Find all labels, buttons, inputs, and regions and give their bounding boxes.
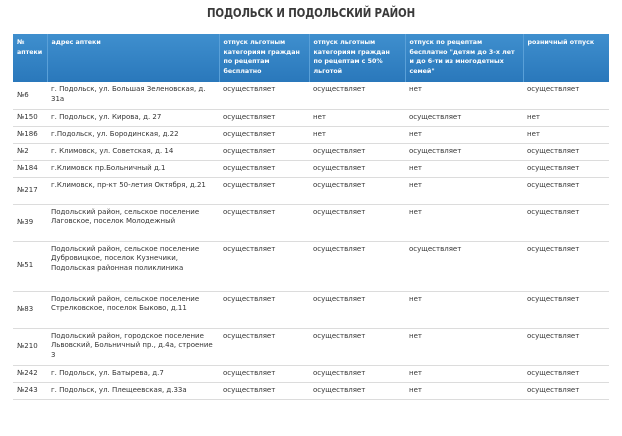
cell-discount-dispensing: осуществляет	[309, 160, 405, 177]
cell-retail: осуществляет	[523, 177, 609, 204]
cell-children-dispensing: нет	[405, 291, 523, 328]
cell-retail: осуществляет	[523, 241, 609, 291]
cell-children-dispensing: осуществляет	[405, 143, 523, 160]
cell-free-dispensing: осуществляет	[219, 177, 309, 204]
cell-discount-dispensing: осуществляет	[309, 82, 405, 109]
table-row	[13, 365, 609, 382]
cell-free-dispensing: осуществляет	[219, 143, 309, 160]
table-row	[13, 291, 609, 328]
header-pharmacy-address: адрес аптеки	[47, 34, 219, 82]
cell-free-dispensing: осуществляет	[219, 291, 309, 328]
cell-discount-dispensing: осуществляет	[309, 143, 405, 160]
table-header	[13, 34, 609, 82]
cell-free-dispensing: осуществляет	[219, 109, 309, 126]
cell-children-dispensing: нет	[405, 382, 523, 399]
table-row	[13, 126, 609, 143]
cell-pharmacy-address: г.Климовск, пр-кт 50-летия Октября, д.21	[47, 177, 219, 204]
cell-pharmacy-address: Подольский район, сельское поселение Стрелковское, поселок Быково, д.11	[47, 291, 219, 328]
cell-free-dispensing: осуществляет	[219, 365, 309, 382]
cell-retail: нет	[523, 109, 609, 126]
cell-pharmacy-number: №217	[13, 177, 47, 204]
cell-pharmacy-address: Подольский район, городское поселение Львовский, Больничный пр., д.4а, строение 3	[47, 328, 219, 365]
cell-children-dispensing: нет	[405, 328, 523, 365]
cell-pharmacy-number: №83	[13, 291, 47, 328]
cell-retail: осуществляет	[523, 160, 609, 177]
cell-pharmacy-address: Подольский район, сельское поселение Дубровицкое, поселок Кузнечики, Подольская районная поликлиника	[47, 241, 219, 291]
cell-discount-dispensing: осуществляет	[309, 291, 405, 328]
cell-pharmacy-number: №184	[13, 160, 47, 177]
cell-retail: осуществляет	[523, 82, 609, 109]
header-children-dispensing: отпуск по рецептам бесплатно "детям до 3-х лет и до 6-ти из многодетных семей"	[405, 34, 523, 82]
cell-pharmacy-address: г.Подольск, ул. Бородинская, д.22	[47, 126, 219, 143]
cell-pharmacy-address: г. Подольск, ул. Батырева, д.7	[47, 365, 219, 382]
cell-discount-dispensing: осуществляет	[309, 177, 405, 204]
cell-pharmacy-number: №39	[13, 204, 47, 241]
cell-pharmacy-address: Подольский район, сельское поселение Лаговское, поселок Молодежный	[47, 204, 219, 241]
table-row	[13, 328, 609, 365]
header-row	[13, 34, 609, 82]
cell-retail: осуществляет	[523, 365, 609, 382]
cell-discount-dispensing: осуществляет	[309, 365, 405, 382]
header-free-dispensing: отпуск льготным категориям граждан по рецептам бесплатно	[219, 34, 309, 82]
cell-children-dispensing: нет	[405, 365, 523, 382]
cell-free-dispensing: осуществляет	[219, 328, 309, 365]
pharmacy-table	[13, 34, 609, 400]
table-row	[13, 204, 609, 241]
cell-discount-dispensing: нет	[309, 126, 405, 143]
table-row	[13, 177, 609, 204]
table-row	[13, 82, 609, 109]
cell-children-dispensing: нет	[405, 82, 523, 109]
cell-retail: осуществляет	[523, 382, 609, 399]
cell-pharmacy-address: г. Подольск, ул. Плещеевская, д.33а	[47, 382, 219, 399]
header-pharmacy-number: № аптеки	[13, 34, 47, 82]
cell-pharmacy-number: №242	[13, 365, 47, 382]
cell-free-dispensing: осуществляет	[219, 160, 309, 177]
cell-children-dispensing: нет	[405, 204, 523, 241]
cell-free-dispensing: осуществляет	[219, 241, 309, 291]
cell-free-dispensing: осуществляет	[219, 82, 309, 109]
cell-children-dispensing: нет	[405, 126, 523, 143]
cell-pharmacy-address: г. Подольск, ул. Большая Зеленовская, д. 31а	[47, 82, 219, 109]
cell-retail: осуществляет	[523, 143, 609, 160]
cell-retail: осуществляет	[523, 291, 609, 328]
cell-pharmacy-number: №186	[13, 126, 47, 143]
cell-pharmacy-address: г. Климовск, ул. Советская, д. 14	[47, 143, 219, 160]
cell-discount-dispensing: осуществляет	[309, 241, 405, 291]
cell-discount-dispensing: нет	[309, 109, 405, 126]
cell-children-dispensing: осуществляет	[405, 241, 523, 291]
table-row	[13, 160, 609, 177]
table-row	[13, 382, 609, 399]
cell-discount-dispensing: осуществляет	[309, 382, 405, 399]
cell-free-dispensing: осуществляет	[219, 204, 309, 241]
cell-children-dispensing: нет	[405, 160, 523, 177]
cell-free-dispensing: осуществляет	[219, 382, 309, 399]
cell-pharmacy-number: №243	[13, 382, 47, 399]
cell-retail: осуществляет	[523, 328, 609, 365]
cell-discount-dispensing: осуществляет	[309, 328, 405, 365]
page-title: ПОДОЛЬСК И ПОДОЛЬСКИЙ РАЙОН	[206, 5, 416, 20]
cell-pharmacy-number: №150	[13, 109, 47, 126]
cell-retail: нет	[523, 126, 609, 143]
table-body	[13, 82, 609, 399]
cell-children-dispensing: осуществляет	[405, 109, 523, 126]
cell-pharmacy-address: г.Климовск пр.Больничный д.1	[47, 160, 219, 177]
cell-discount-dispensing: осуществляет	[309, 204, 405, 241]
header-retail: розничный отпуск	[523, 34, 609, 82]
table-row	[13, 143, 609, 160]
cell-pharmacy-number: №6	[13, 82, 47, 109]
cell-pharmacy-number: №2	[13, 143, 47, 160]
cell-pharmacy-number: №210	[13, 328, 47, 365]
cell-free-dispensing: осуществляет	[219, 126, 309, 143]
cell-retail: осуществляет	[523, 204, 609, 241]
cell-pharmacy-number: №51	[13, 241, 47, 291]
table-row	[13, 241, 609, 291]
cell-pharmacy-address: г. Подольск, ул. Кирова, д. 27	[47, 109, 219, 126]
header-discount-dispensing: отпуск льготным категориям граждан по рецептам с 50% льготой	[309, 34, 405, 82]
cell-children-dispensing: нет	[405, 177, 523, 204]
table-row	[13, 109, 609, 126]
